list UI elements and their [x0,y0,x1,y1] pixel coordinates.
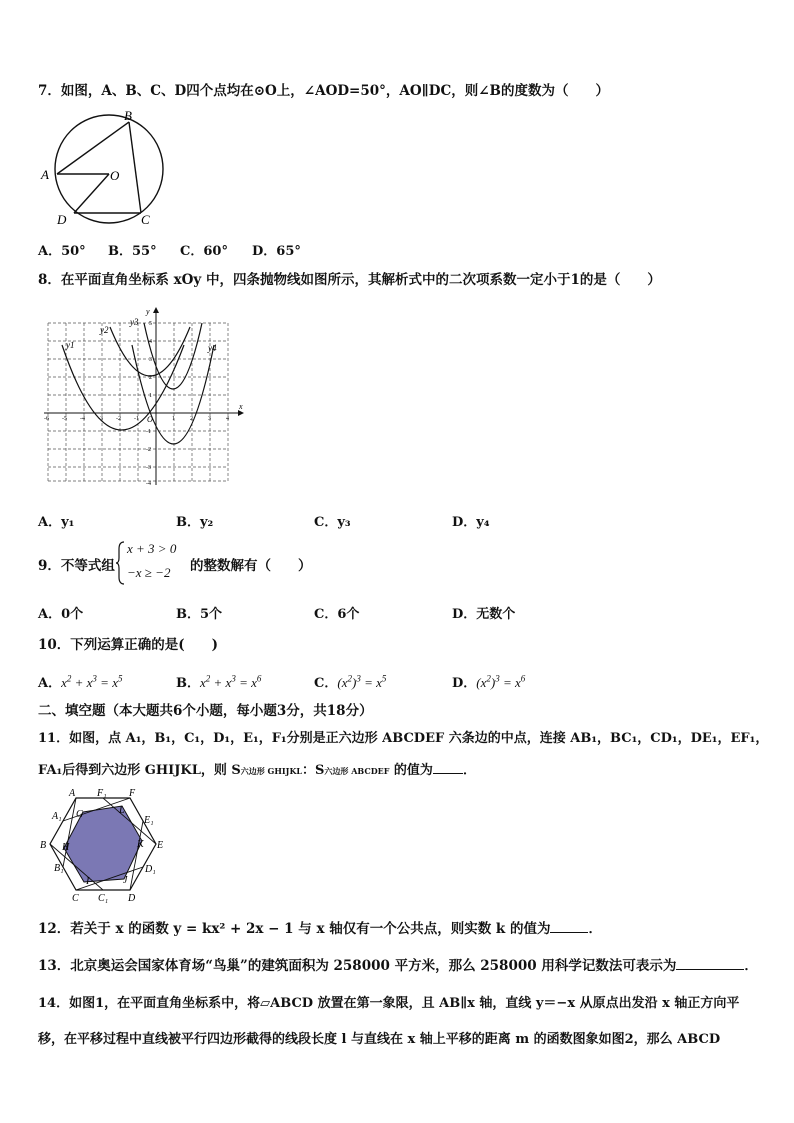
y-tick: 3 [149,357,152,363]
label-c: C [72,893,79,904]
label-l: L [119,805,125,816]
q9-option-b: B．5个 [176,607,223,622]
q8-option-a: A．y₁ [38,515,75,530]
y-tick: 1 [149,393,152,399]
x-tick: 4 [226,416,229,422]
q8-option-b: B．y₂ [176,515,214,530]
y-axis-label: y [146,307,150,316]
label-c: C [141,212,150,227]
curve-label-y2: y2 [100,325,109,335]
x-tick: 1 [172,416,175,422]
q9-option-a: A．0个 [38,607,84,622]
q9-option-d: D．无数个 [452,607,516,622]
segment-od [74,174,109,213]
label-j: J [123,875,128,886]
q11-line-2-part-c: 的值为 [389,763,433,778]
x-tick: -6 [44,416,49,422]
q8-stem: 8．在平面直角坐标系 xOy 中，四条抛物线如图所示，其解析式中的二次项系数一定小于1的是（ ） [38,272,661,288]
label-a: A [69,788,76,799]
section-2-heading: 二、填空题（本大题共6个小题，每小题3分，共18分） [38,703,373,719]
q14-line-1: 14．如图1，在平面直角坐标系中，将▱ABCD 放置在第一象限，且 AB∥x 轴，直线 y＝−x 从原点出发沿 x 轴正方向平 [38,996,740,1011]
q10-stem: 10．下列运算正确的是( ) [38,637,219,653]
q7-option-b: B．55° [108,244,157,259]
label-b: B [124,108,132,123]
grid [48,323,228,481]
q12-line [38,920,602,938]
label-b: B [40,840,47,851]
y-tick: 5 [149,321,152,327]
label-f1: F₁ [97,788,107,799]
q12-stem: 12．若关于 x 的函数 y = kx² + 2x − 1 与 x 轴仅有一个公共点，则实数 k 的值为 [38,921,551,937]
label-o: O [110,168,120,183]
q14-line-2: 移，在平移过程中直线被平行四边形截得的线段长度 l 与直线在 x 轴上平移的距离 m 的函数图象如图2，那么 ABCD [38,1032,721,1047]
curve-label-y1: y1 [66,340,75,350]
label-k: K [137,839,144,850]
label-a1: A₁ [52,811,62,822]
q10-option-c-expr: $(x^2)^3 = x^5$ [337,673,387,690]
q7-stem: 7．如图，A、B、C、D四个点均在⊙O上，∠AOD=50°，AO∥DC，则∠B的度数为（ ） [38,83,609,99]
x-tick: -3 [98,416,103,422]
q9-inequality-2: −x ≥ −2 [127,565,171,580]
x-tick: -4 [80,416,85,422]
curve-label-y3: y3 [130,317,139,327]
q9-stem-before: 9．不等式组 [38,558,115,574]
curve-label-y4: y4 [208,343,217,353]
q11-subscript-1: 六边形 GHIJKL [240,766,303,776]
label-d: D [128,893,136,904]
q9-option-c: C．6个 [314,607,360,622]
q11-hexagon-figure [36,786,170,904]
x-tick: -1 [134,416,139,422]
q10-option-b-expr: $x^2 + x^3 = x^6$ [200,673,262,690]
label-c1: C₁ [98,893,109,904]
brace [116,541,126,585]
q11-subscript-2: 六边形 ABCDEF [324,766,390,776]
q11-line-2-end: ． [462,763,476,778]
label-i: I [86,876,90,887]
q10-option-d [452,672,525,691]
x-axis-label: x [239,402,243,411]
x-tick: -2 [116,416,121,422]
q12-end: ． [588,921,602,937]
x-tick: -5 [62,416,67,422]
label-a: A [41,167,49,182]
label-d: D [57,212,67,227]
q11-line-2-part-a: FA₁后得到六边形 GHIJKL，则 S [38,763,241,778]
curve-y3 [144,323,202,389]
label-e1: E₁ [144,815,154,826]
q11-line-2-part-b: ：S [302,763,325,778]
q11-line-2 [38,761,476,780]
x-tick-labels [44,416,229,422]
q9-stem-after: 的整数解有（ ） [190,558,312,574]
q13-end: ． [744,958,758,974]
q13-stem: 13．北京奥运会国家体育场“鸟巢”的建筑面积为 258000 平方米，那么 258000 用科学记数法可表示为 [38,958,677,974]
label-g: G [76,809,84,820]
segment-ab [57,122,129,174]
curve-y2 [110,327,190,376]
label-f: F [129,788,136,799]
q7-circle-figure [36,108,166,230]
circle-o [55,115,163,223]
y-tick: 4 [149,339,152,345]
q12-answer-blank[interactable] [550,920,588,933]
q13-line [38,957,758,975]
segment-bc [129,122,141,213]
q8-option-d: D．y₄ [452,515,490,530]
q10-option-b-letter: B． [176,676,200,691]
x-tick: 3 [208,416,211,422]
q10-option-a [38,672,122,691]
origin-label: O [147,415,153,424]
q8-option-c: C．y₃ [314,515,351,530]
y-axis-arrow [153,307,159,313]
q7-option-c: C．60° [180,244,228,259]
q7-option-a: A．50° [38,244,86,259]
y-tick: -1 [146,429,151,435]
label-d1: D₁ [145,864,156,875]
q13-answer-blank[interactable] [676,957,744,970]
q10-option-c-letter: C． [314,676,338,691]
q11-answer-blank[interactable] [433,761,463,774]
label-h: H [62,842,70,853]
y-tick: 2 [149,375,152,381]
q9-inequality-1: x + 3 > 0 [127,541,177,556]
x-tick: 2 [190,416,193,422]
q7-option-d: D．65° [252,244,301,259]
y-tick: -3 [146,465,151,471]
y-tick: -2 [146,447,151,453]
q10-option-d-expr: $(x^2)^3 = x^6$ [476,673,526,690]
label-e: E [157,840,164,851]
q10-option-c [314,672,386,691]
y-tick: -4 [146,481,151,487]
q10-option-a-expr: $x^2 + x^3 = x^5$ [61,673,123,690]
q10-option-b [176,672,261,691]
q11-line-1: 11．如图，点 A₁，B₁，C₁，D₁，E₁，F₁分别是正六边形 ABCDEF 六条边的中点，连接 AB₁，BC₁，CD₁，DE₁，EF₁， [38,731,769,746]
q10-option-a-letter: A． [38,676,62,691]
q8-parabola-graph [38,305,250,490]
q10-option-d-letter: D． [452,676,477,691]
label-b1: B₁ [54,863,64,874]
